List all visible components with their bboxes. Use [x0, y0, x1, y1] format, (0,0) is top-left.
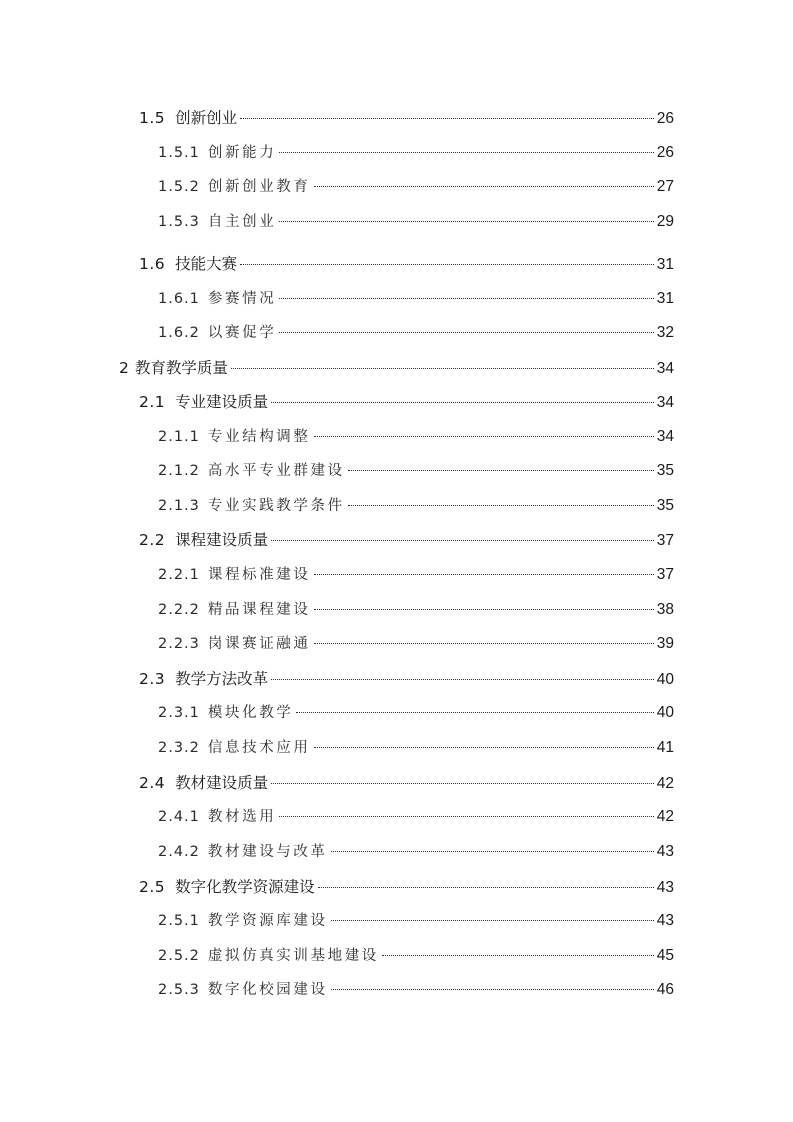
toc-entry-page-number: 29 — [656, 213, 674, 230]
toc-entry-page-number: 45 — [656, 947, 674, 964]
toc-entry-page-number: 42 — [656, 808, 674, 825]
toc-dot-leader — [240, 118, 654, 119]
toc-dot-leader — [348, 470, 654, 471]
toc-entry-title: 专业建设质量 — [175, 393, 269, 411]
toc-entry-page-number: 42 — [656, 775, 674, 792]
toc-entry-number: 2.2.2 — [158, 602, 200, 618]
toc-entry-page-number: 40 — [656, 671, 674, 688]
toc-entry-page-number: 43 — [656, 843, 674, 860]
toc-dot-leader — [279, 152, 653, 153]
toc-dot-leader — [314, 186, 654, 187]
toc-entry-number: 1.5.3 — [158, 214, 200, 230]
toc-entry-title: 教材建设质量 — [175, 774, 269, 792]
toc-entry[interactable] — [139, 389, 674, 415]
toc-entry-number: 2.2 — [139, 531, 166, 549]
toc-dot-leader — [279, 298, 653, 299]
toc-entry-title: 课程建设质量 — [175, 531, 269, 549]
toc-entry-number: 2.3 — [139, 670, 166, 688]
toc-entry-title: 专业实践教学条件 — [207, 498, 345, 514]
toc-entry[interactable] — [139, 527, 674, 553]
toc-entry[interactable] — [158, 700, 674, 726]
toc-entry-title: 教育教学质量 — [134, 359, 228, 377]
toc-dot-leader — [271, 783, 654, 784]
toc-entry-title: 创新创业 — [175, 109, 238, 127]
toc-entry[interactable] — [158, 174, 674, 200]
toc-entry-number: 2.1.3 — [158, 498, 200, 514]
toc-entry-number: 2.5 — [139, 878, 166, 896]
toc-entry[interactable] — [139, 251, 674, 277]
toc-dot-leader — [240, 264, 654, 265]
toc-entry-page-number: 32 — [656, 324, 674, 341]
toc-entry[interactable] — [158, 140, 674, 166]
toc-dot-leader — [296, 712, 653, 713]
toc-entry-number: 2.5.1 — [158, 913, 200, 929]
toc-entry-number: 2.5.3 — [158, 982, 200, 998]
toc-entry[interactable] — [158, 209, 674, 235]
toc-entry-number: 2.2.3 — [158, 636, 200, 652]
toc-dot-leader — [279, 816, 653, 817]
toc-entry-number: 2.3.2 — [158, 740, 200, 756]
toc-dot-leader — [314, 436, 654, 437]
toc-entry-number: 1.5.2 — [158, 179, 200, 195]
toc-dot-leader — [314, 609, 654, 610]
toc-dot-leader — [314, 574, 654, 575]
toc-entry-number: 2.4.1 — [158, 809, 200, 825]
toc-entry[interactable] — [158, 562, 674, 588]
toc-dot-leader — [271, 540, 654, 541]
toc-entry[interactable] — [158, 320, 674, 346]
toc-entry-number: 2.2.1 — [158, 567, 200, 583]
toc-entry[interactable] — [158, 286, 674, 312]
toc-entry-page-number: 41 — [656, 739, 674, 756]
toc-entry-page-number: 46 — [656, 981, 674, 998]
toc-entry[interactable] — [158, 493, 674, 519]
toc-entry-number: 2 — [119, 359, 129, 377]
toc-entry-number: 2.1.1 — [158, 429, 200, 445]
toc-entry[interactable] — [139, 666, 674, 692]
toc-entry-page-number: 37 — [656, 532, 674, 549]
toc-entry-page-number: 43 — [656, 912, 674, 929]
toc-entry-title: 以赛促学 — [207, 325, 277, 341]
toc-dot-leader — [382, 955, 654, 956]
toc-entry-number: 2.4 — [139, 774, 166, 792]
toc-dot-leader — [314, 747, 654, 748]
toc-entry-page-number: 34 — [656, 360, 674, 377]
toc-dot-leader — [331, 851, 654, 852]
toc-entry-title: 参赛情况 — [207, 291, 277, 307]
toc-entry[interactable] — [158, 458, 674, 484]
toc-entry[interactable] — [158, 839, 674, 865]
toc-entry[interactable] — [119, 355, 674, 381]
toc-entry-page-number: 37 — [656, 566, 674, 583]
toc-dot-leader — [314, 643, 654, 644]
toc-entry-title: 模块化教学 — [207, 705, 294, 721]
toc-entry-number: 1.6.2 — [158, 325, 200, 341]
toc-entry-page-number: 40 — [656, 704, 674, 721]
toc-entry-page-number: 35 — [656, 462, 674, 479]
toc-entry-page-number: 31 — [656, 256, 674, 273]
toc-entry[interactable] — [158, 908, 674, 934]
toc-entry[interactable] — [158, 977, 674, 1003]
toc-entry-number: 1.6.1 — [158, 291, 200, 307]
toc-entry-title: 岗课赛证融通 — [207, 636, 311, 652]
toc-dot-leader — [348, 505, 654, 506]
toc-entry-page-number: 26 — [656, 110, 674, 127]
toc-entry-page-number: 35 — [656, 497, 674, 514]
toc-entry-page-number: 43 — [656, 879, 674, 896]
toc-entry-title: 数字化校园建设 — [207, 982, 328, 998]
toc-entry[interactable] — [158, 597, 674, 623]
toc-entry-title: 信息技术应用 — [207, 740, 311, 756]
toc-entry-number: 2.4.2 — [158, 844, 200, 860]
toc-entry-title: 精品课程建设 — [207, 602, 311, 618]
toc-entry-title: 教材选用 — [207, 809, 277, 825]
toc-entry-title: 创新能力 — [207, 145, 277, 161]
toc-entry[interactable] — [139, 874, 674, 900]
toc-dot-leader — [318, 887, 654, 888]
toc-entry[interactable] — [158, 804, 674, 830]
toc-dot-leader — [271, 402, 654, 403]
toc-entry-number: 2.3.1 — [158, 705, 200, 721]
toc-entry-title: 高水平专业群建设 — [207, 463, 345, 479]
toc-entry-number: 2.1.2 — [158, 463, 200, 479]
toc-entry-page-number: 34 — [656, 394, 674, 411]
toc-dot-leader — [279, 221, 653, 222]
toc-entry-number: 2.5.2 — [158, 948, 200, 964]
toc-dot-leader — [271, 679, 654, 680]
toc-entry-page-number: 27 — [656, 178, 674, 195]
toc-entry-page-number: 39 — [656, 635, 674, 652]
toc-entry-page-number: 34 — [656, 428, 674, 445]
toc-entry[interactable] — [158, 735, 674, 761]
toc-entry-number: 2.1 — [139, 393, 166, 411]
toc-dot-leader — [331, 920, 654, 921]
toc-entry-title: 课程标准建设 — [207, 567, 311, 583]
toc-entry-title: 自主创业 — [207, 214, 277, 230]
toc-entry-page-number: 26 — [656, 144, 674, 161]
toc-entry-number: 1.6 — [139, 255, 166, 273]
toc-entry[interactable] — [158, 631, 674, 657]
toc-entry[interactable] — [139, 770, 674, 796]
toc-dot-leader — [279, 332, 653, 333]
toc-entry-title: 教学资源库建设 — [207, 913, 328, 929]
toc-entry-page-number: 31 — [656, 290, 674, 307]
toc-entry-title: 技能大赛 — [175, 255, 238, 273]
toc-entry[interactable] — [158, 943, 674, 969]
toc-entry-title: 数字化教学资源建设 — [175, 878, 315, 896]
toc-entry[interactable] — [139, 105, 674, 131]
toc-entry-title: 教学方法改革 — [175, 670, 269, 688]
toc-entry[interactable] — [158, 424, 674, 450]
toc-entry-title: 虚拟仿真实训基地建设 — [207, 948, 379, 964]
toc-entry-title: 专业结构调整 — [207, 429, 311, 445]
toc-entry-title: 教材建设与改革 — [207, 844, 328, 860]
toc-dot-leader — [331, 989, 654, 990]
toc-entry-page-number: 38 — [656, 601, 674, 618]
toc-entry-number: 1.5 — [139, 109, 166, 127]
toc-dot-leader — [231, 368, 654, 369]
toc-entry-title: 创新创业教育 — [207, 179, 311, 195]
toc-entry-number: 1.5.1 — [158, 145, 200, 161]
